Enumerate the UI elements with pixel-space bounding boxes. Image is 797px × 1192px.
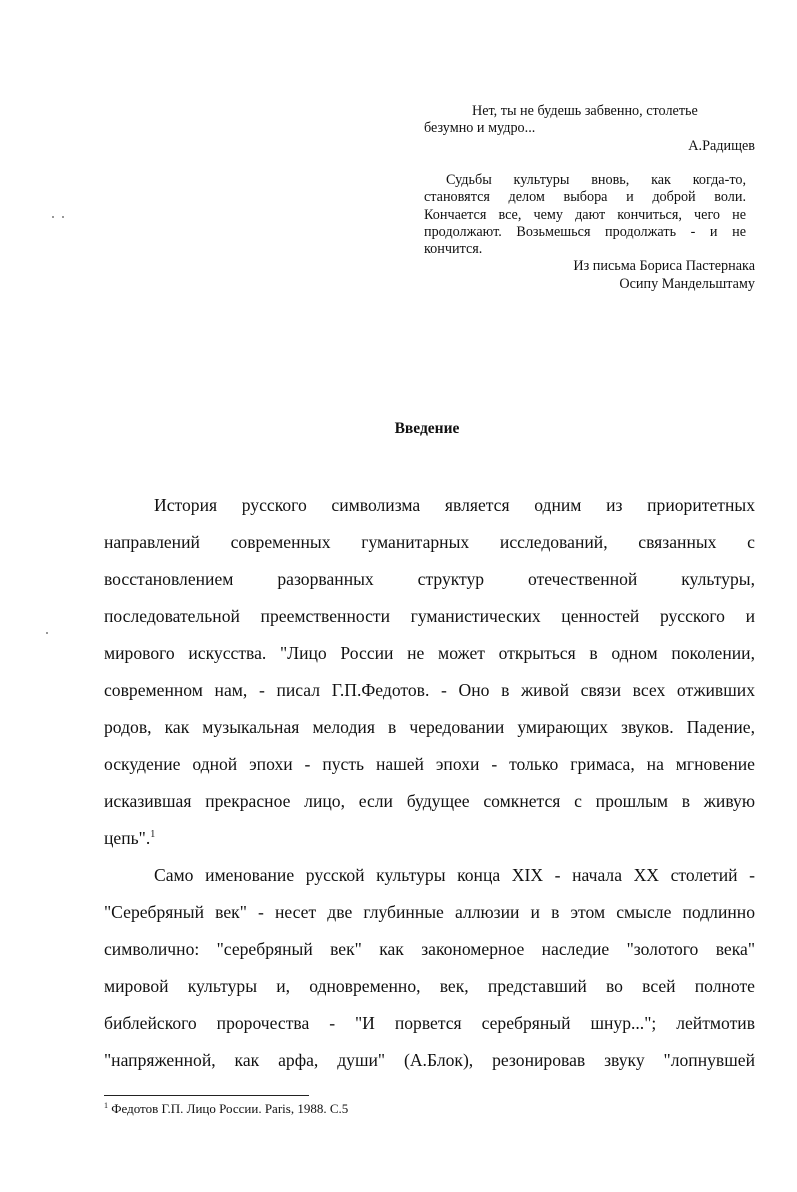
paragraph-line: восстановлением разорванных структур отечественной культуры, xyxy=(104,569,755,589)
section-title: Введение xyxy=(394,420,460,437)
epigraph-line: становятся делом выбора и доброй воли. xyxy=(424,189,746,206)
scan-speck xyxy=(46,632,48,634)
paragraph-line: "напряженной, как арфа, души" (А.Блок), резонировав звуку "лопнувшей xyxy=(104,1050,755,1070)
paragraph-line-text: цепь". xyxy=(104,828,151,848)
epigraph-line: продолжают. Возьмешься продолжать - и не xyxy=(424,223,746,240)
body-text xyxy=(104,487,755,1079)
scan-speck xyxy=(62,216,64,218)
epigraph-pasternak xyxy=(424,172,755,293)
paragraph-line: современном нам, - писал Г.П.Федотов. - Оно в живой связи всех отживших xyxy=(104,680,755,700)
footnote-divider xyxy=(104,1095,309,1096)
paragraph-line: История русского символизма является одним из приоритетных xyxy=(154,495,755,515)
paragraph-line: Само именование русской культуры конца XIX - начала XX столетий - xyxy=(154,865,755,885)
paragraph-line: символично: "серебряный век" как закономерное наследие "золотого века" xyxy=(104,939,755,959)
epigraph-source: Осипу Мандельштаму xyxy=(619,275,755,292)
footnote-number: 1 xyxy=(104,1101,108,1110)
epigraph-radishchev xyxy=(424,103,755,155)
paragraph-line: оскудение одной эпохи - пусть нашей эпохи - только гримаса, на мгновение xyxy=(104,754,755,774)
paragraph-line: мирового искусства. "Лицо России не может открыться в одном поколении, xyxy=(104,643,755,663)
epigraph-line: кончится. xyxy=(424,241,483,258)
epigraph-line: Нет, ты не будешь забвенно, столетье xyxy=(472,103,698,119)
epigraph-line: безумно и мудро... xyxy=(424,120,536,137)
paragraph-line: исказившая прекрасное лицо, если будущее сомкнется с прошлым в живую xyxy=(104,791,755,811)
paragraph-line: родов, как музыкальная мелодия в чередовании умирающих звуков. Падение, xyxy=(104,717,755,737)
paragraph-line: мировой культуры и, одновременно, век, представший во всей полноте xyxy=(104,976,755,996)
epigraph-line: Кончается все, чему дают кончиться, чего не xyxy=(424,206,746,223)
epigraph-line: Судьбы культуры вновь, как когда-то, xyxy=(446,172,746,188)
footnote xyxy=(104,1101,348,1117)
scan-speck xyxy=(52,216,54,218)
footnote-text: Федотов Г.П. Лицо России. Paris, 1988. С.5 xyxy=(111,1101,349,1116)
footnote-ref[interactable]: 1 xyxy=(150,829,156,840)
paragraph-line: "Серебряный век" - несет две глубинные аллюзии и в этом смысле подлинно xyxy=(104,902,755,922)
paragraph-line: направлений современных гуманитарных исследований, связанных с xyxy=(104,532,755,552)
paragraph-last-line xyxy=(104,820,755,857)
epigraph-author: А.Радищев xyxy=(688,137,755,154)
paragraph-line: последовательной преемственности гуманистических ценностей русского и xyxy=(104,606,755,626)
paragraph-line: библейского пророчества - "И порвется серебряный шнур..."; лейтмотив xyxy=(104,1013,755,1033)
epigraph-source: Из письма Бориса Пастернака xyxy=(573,258,755,275)
